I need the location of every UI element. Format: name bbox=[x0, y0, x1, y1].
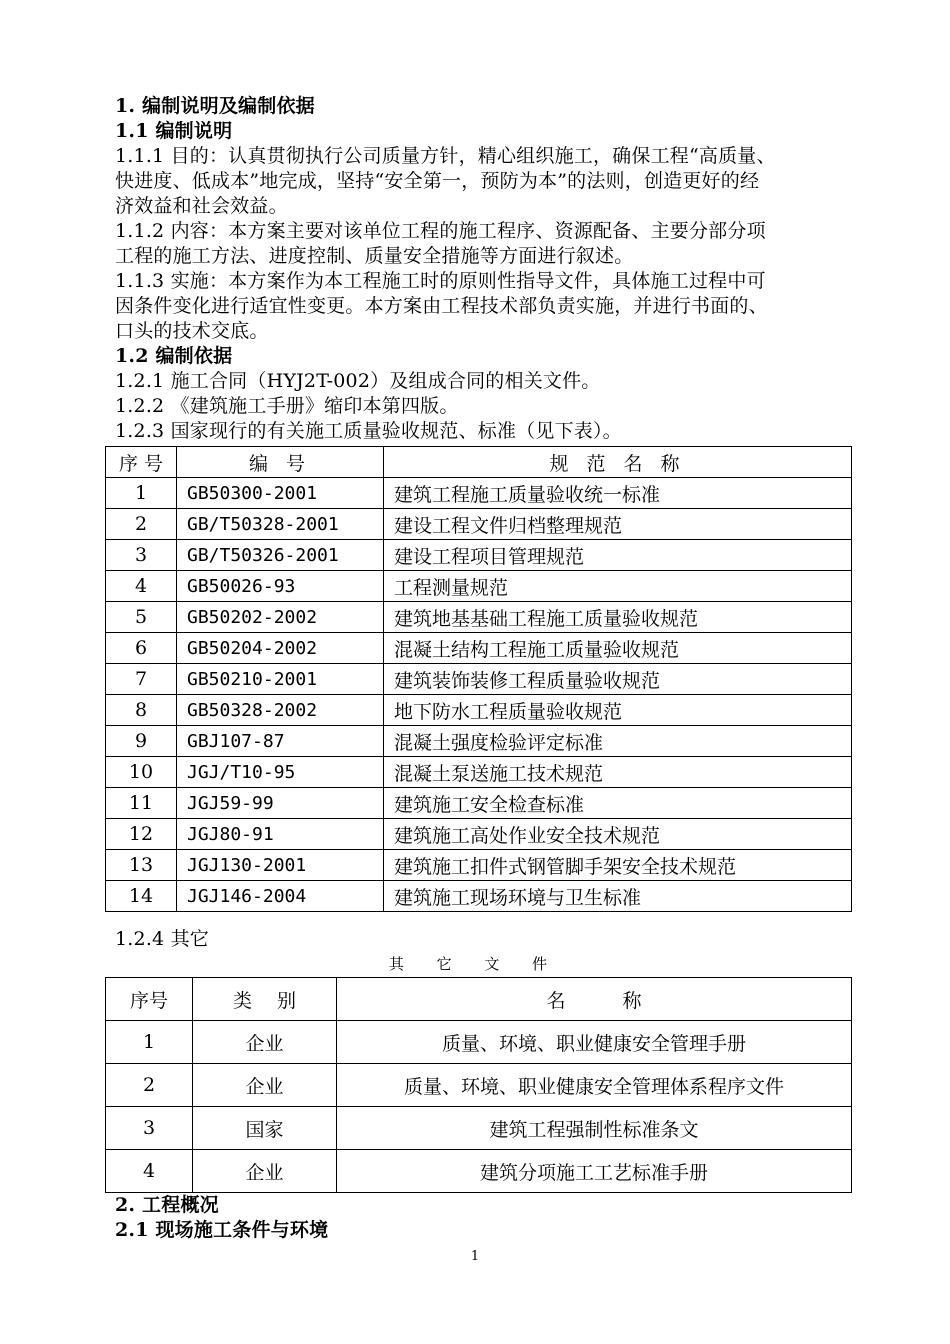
cell-index: 11 bbox=[106, 788, 177, 819]
document-body bbox=[115, 94, 855, 444]
table-row bbox=[106, 571, 852, 602]
cell-name: 建筑施工高处作业安全技术规范 bbox=[384, 819, 852, 850]
header-name: 规 范 名 称 bbox=[384, 447, 852, 478]
cell-name: 质量、环境、职业健康安全管理体系程序文件 bbox=[337, 1064, 852, 1107]
cell-index: 4 bbox=[106, 571, 177, 602]
paragraph-line: 1.1.2 内容：本方案主要对该单位工程的施工程序、资源配备、主要分部分项 bbox=[115, 220, 766, 242]
other-docs-title: 其 它 文 件 bbox=[388, 955, 562, 973]
paragraph-1-2-2: 1.2.2 《建筑施工手册》缩印本第四版。 bbox=[115, 395, 459, 417]
header-code: 编 号 bbox=[177, 447, 384, 478]
standards-table bbox=[105, 446, 852, 912]
cell-index: 5 bbox=[106, 602, 177, 633]
cell-name: 工程测量规范 bbox=[384, 571, 852, 602]
cell-code: 企业 bbox=[193, 1021, 337, 1064]
table-row bbox=[106, 540, 852, 571]
cell-code: GB50300-2001 bbox=[177, 478, 384, 509]
paragraph-line: 工程的施工方法、进度控制、质量安全措施等方面进行叙述。 bbox=[115, 245, 634, 267]
cell-code: 国家 bbox=[193, 1107, 337, 1150]
table-row bbox=[106, 819, 852, 850]
table-row bbox=[106, 695, 852, 726]
cell-code: GB50210-2001 bbox=[177, 664, 384, 695]
cell-name: 混凝土强度检验评定标准 bbox=[384, 726, 852, 757]
table-row bbox=[106, 881, 852, 912]
paragraph-line: 1.1.1 目的：认真贯彻执行公司质量方针，精心组织施工，确保工程“高质量、 bbox=[115, 145, 776, 167]
cell-code: GB/T50328-2001 bbox=[177, 509, 384, 540]
cell-index: 14 bbox=[106, 881, 177, 912]
cell-name: 建设工程文件归档整理规范 bbox=[384, 509, 852, 540]
table-row bbox=[106, 664, 852, 695]
paragraph-1-2-3: 1.2.3 国家现行的有关施工质量验收规范、标准（见下表）。 bbox=[115, 420, 622, 442]
header-category: 类 别 bbox=[193, 978, 337, 1021]
cell-index: 2 bbox=[106, 509, 177, 540]
header-index: 序 号 bbox=[106, 447, 177, 478]
other-docs-table bbox=[105, 977, 852, 1193]
cell-name: 混凝土泵送施工技术规范 bbox=[384, 757, 852, 788]
cell-index: 3 bbox=[106, 1107, 193, 1150]
paragraph-1-2-4: 1.2.4 其它 bbox=[115, 928, 209, 950]
cell-code: GB/T50326-2001 bbox=[177, 540, 384, 571]
other-docs-table-body bbox=[106, 1021, 852, 1193]
paragraph-line: 因条件变化进行适宜性变更。本方案由工程技术部负责实施，并进行书面的、 bbox=[115, 295, 768, 317]
header-index: 序号 bbox=[106, 978, 193, 1021]
cell-code: GB50202-2002 bbox=[177, 602, 384, 633]
cell-name: 质量、环境、职业健康安全管理手册 bbox=[337, 1021, 852, 1064]
cell-name: 建筑装饰装修工程质量验收规范 bbox=[384, 664, 852, 695]
paragraph-line: 1.1.3 实施：本方案作为本工程施工时的原则性指导文件，具体施工过程中可 bbox=[115, 270, 766, 292]
paragraph-1-2-1: 1.2.1 施工合同（HYJ2T-002）及组成合同的相关文件。 bbox=[115, 370, 601, 392]
table-row bbox=[106, 726, 852, 757]
section-2-1-heading: 2.1 现场施工条件与环境 bbox=[115, 1219, 329, 1241]
paragraph-line: 口头的技术交底。 bbox=[115, 320, 269, 342]
cell-index: 2 bbox=[106, 1064, 193, 1107]
paragraph-1-1-3 bbox=[115, 269, 855, 344]
cell-name: 建筑工程强制性标准条文 bbox=[337, 1107, 852, 1150]
table-row bbox=[106, 788, 852, 819]
cell-index: 8 bbox=[106, 695, 177, 726]
paragraph-1-1-1 bbox=[115, 144, 855, 219]
table-header-row bbox=[106, 447, 852, 478]
section-2 bbox=[115, 1193, 328, 1243]
cell-name: 建筑地基基础工程施工质量验收规范 bbox=[384, 602, 852, 633]
table-row bbox=[106, 509, 852, 540]
cell-index: 9 bbox=[106, 726, 177, 757]
table-row bbox=[106, 757, 852, 788]
table-header-row bbox=[106, 978, 852, 1021]
cell-code: JGJ146-2004 bbox=[177, 881, 384, 912]
cell-index: 3 bbox=[106, 540, 177, 571]
section-2-heading: 2. 工程概况 bbox=[115, 1194, 219, 1216]
section-1-1-heading: 1.1 编制说明 bbox=[115, 120, 233, 142]
table-row bbox=[106, 478, 852, 509]
paragraph-line: 快进度、低成本”地完成，坚持“安全第一，预防为本”的法则，创造更好的经 bbox=[115, 170, 760, 192]
cell-index: 13 bbox=[106, 850, 177, 881]
cell-code: JGJ80-91 bbox=[177, 819, 384, 850]
paragraph-1-1-2 bbox=[115, 219, 855, 269]
cell-index: 7 bbox=[106, 664, 177, 695]
section-1-heading: 1. 编制说明及编制依据 bbox=[115, 95, 315, 117]
cell-code: GB50204-2002 bbox=[177, 633, 384, 664]
cell-name: 混凝土结构工程施工质量验收规范 bbox=[384, 633, 852, 664]
cell-name: 建筑施工现场环境与卫生标准 bbox=[384, 881, 852, 912]
cell-code: GB50026-93 bbox=[177, 571, 384, 602]
cell-index: 1 bbox=[106, 1021, 193, 1064]
table-row bbox=[106, 1107, 852, 1150]
cell-code: JGJ130-2001 bbox=[177, 850, 384, 881]
cell-name: 地下防水工程质量验收规范 bbox=[384, 695, 852, 726]
cell-index: 6 bbox=[106, 633, 177, 664]
standards-table-body bbox=[106, 478, 852, 912]
cell-name: 建设工程项目管理规范 bbox=[384, 540, 852, 571]
table-row bbox=[106, 1064, 852, 1107]
cell-name: 建筑施工安全检查标准 bbox=[384, 788, 852, 819]
page-number: 1 bbox=[470, 1249, 480, 1264]
cell-name: 建筑分项施工工艺标准手册 bbox=[337, 1150, 852, 1193]
paragraph-line: 济效益和社会效益。 bbox=[115, 195, 288, 217]
table-row bbox=[106, 633, 852, 664]
cell-code: 企业 bbox=[193, 1064, 337, 1107]
table-row bbox=[106, 1150, 852, 1193]
cell-index: 1 bbox=[106, 478, 177, 509]
table-row bbox=[106, 850, 852, 881]
cell-code: 企业 bbox=[193, 1150, 337, 1193]
header-name: 名 称 bbox=[337, 978, 852, 1021]
table-row bbox=[106, 602, 852, 633]
cell-name: 建筑工程施工质量验收统一标准 bbox=[384, 478, 852, 509]
cell-code: GB50328-2002 bbox=[177, 695, 384, 726]
cell-index: 4 bbox=[106, 1150, 193, 1193]
cell-index: 12 bbox=[106, 819, 177, 850]
cell-code: JGJ/T10-95 bbox=[177, 757, 384, 788]
cell-code: GBJ107-87 bbox=[177, 726, 384, 757]
cell-code: JGJ59-99 bbox=[177, 788, 384, 819]
table-row bbox=[106, 1021, 852, 1064]
cell-index: 10 bbox=[106, 757, 177, 788]
cell-name: 建筑施工扣件式钢管脚手架安全技术规范 bbox=[384, 850, 852, 881]
section-1-2-heading: 1.2 编制依据 bbox=[115, 345, 233, 367]
